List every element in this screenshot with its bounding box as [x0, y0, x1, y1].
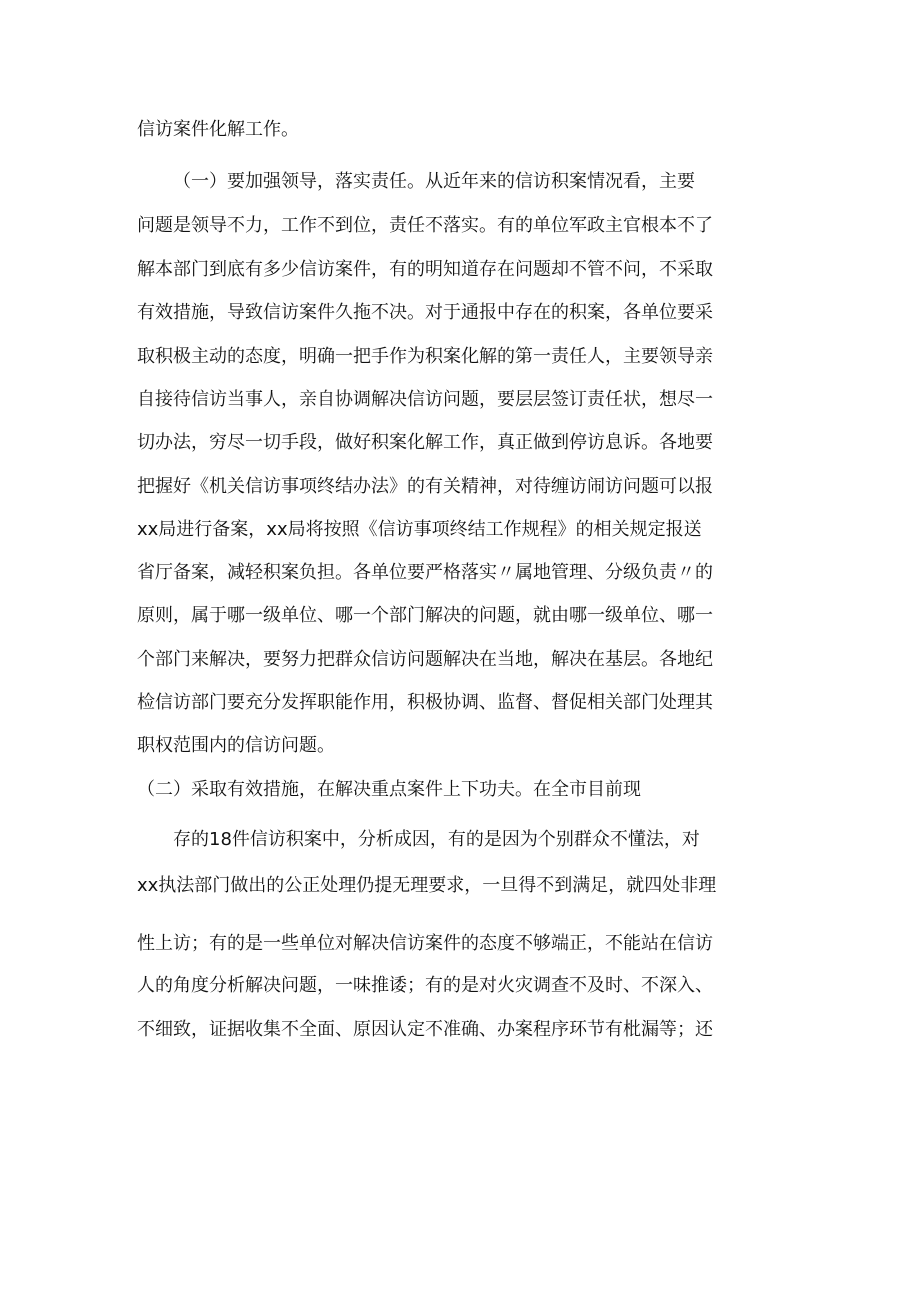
body-text-line: 原则，属于哪一级单位、哪一个部门解决的问题，就由哪一级单位、哪一: [137, 605, 713, 626]
body-text-line: 人的角度分析解决问题，一味推诿；有的是对火灾调查不及时、不深入、: [137, 975, 713, 996]
body-text-line: 有效措施，导致信访案件久拖不决。对于通报中存在的积案，各单位要采: [137, 302, 713, 323]
section-heading-line: （一）要加强领导，落实责任。从近年来的信访积案情况看，主要: [173, 171, 695, 192]
body-text-line: 不细致，证据收集不全面、原因认定不准确、办案程序环节有枇漏等；还: [137, 1019, 713, 1040]
body-text-line: 取积极主动的态度，明确一把手作为积案化解的第一责任人，主要领导亲: [137, 346, 713, 367]
body-text-line: 省厅备案，减轻积案负担。各单位要严格落实〃属地管理、分级负责〃的: [137, 562, 713, 583]
body-text-line: 信访案件化解工作。: [137, 119, 299, 140]
body-text-line: 职权范围内的信访问题。: [137, 735, 335, 756]
body-text-line: 自接待信访当事人，亲自协调解决信访问题，要层层签订责任状，想尽一: [137, 389, 713, 410]
section-heading-line: 存的18件信访积案中，分析成因，有的是因为个别群众不懂法，对: [173, 829, 700, 850]
body-text-line: 解本部门到底有多少信访案件，有的明知道存在问题却不管不问，不采取: [137, 259, 713, 280]
body-text-line: xx局进行备案，xx局将按照《信访事项终结工作规程》的相关规定报送: [137, 519, 702, 540]
body-text-line: 切办法，穷尽一切手段，做好积案化解工作，真正做到停访息诉。各地要: [137, 432, 713, 453]
body-text-line: 检信访部门要充分发挥职能作用，积极协调、监督、督促相关部门处理其: [137, 692, 713, 713]
body-text-line: 个部门来解决，要努力把群众信访问题解决在当地，解决在基层。各地纪: [137, 649, 713, 670]
body-text-line: 问题是领导不力，工作不到位，责任不落实。有的单位军政主官根本不了: [137, 215, 713, 236]
body-text-line: 把握好《机关信访事项终结办法》的有关精神，对待缠访闹访问题可以报: [137, 476, 713, 497]
body-text-line: （二）采取有效措施，在解决重点案件上下功夫。在全市目前现: [137, 779, 641, 800]
body-text-line: 性上访；有的是一些单位对解决信访案件的态度不够端正，不能站在信访: [137, 933, 713, 954]
body-text-line: xx执法部门做出的公正处理仍提无理要求，一旦得不到满足，就四处非理: [137, 875, 717, 896]
